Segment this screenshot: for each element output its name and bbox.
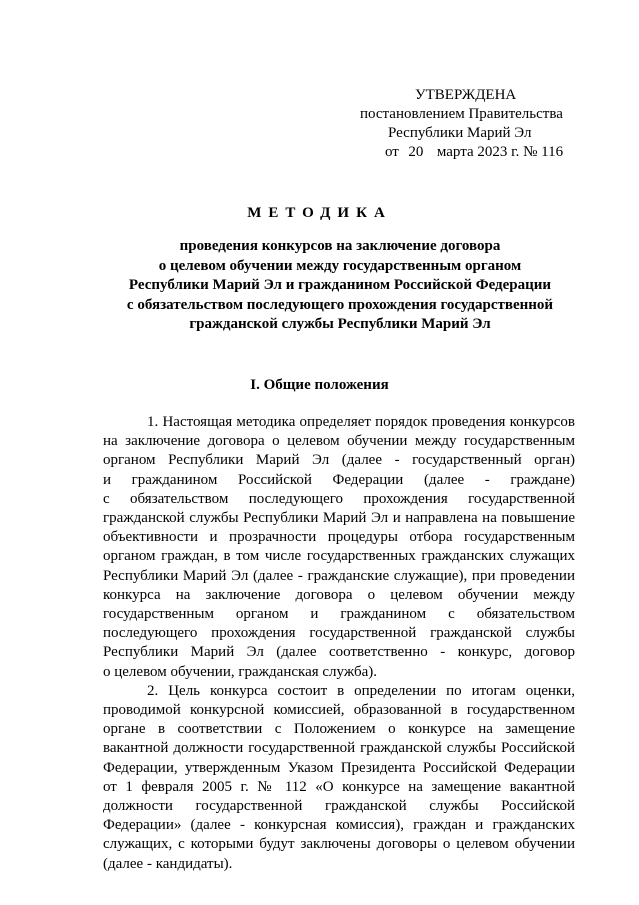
paragraph-line: служащих, с которыми будут заключены договоры о целевом обучении <box>103 836 575 853</box>
approval-date-suffix: марта 2023 г. № <box>436 144 538 160</box>
section-heading: I. Общие положения <box>250 377 389 393</box>
paragraph-line: (далее - кандидаты). <box>103 855 233 872</box>
paragraph-line: 2. Цель конкурса состоит в определении по итогам оценки, <box>147 682 575 699</box>
paragraph-line: Федерации» (далее - конкурсная комиссия), граждан и гражданских <box>103 817 575 834</box>
paragraph-line: вакантной должности государственной гражданской службы Российской <box>103 740 575 757</box>
paragraph-line: от 1 февраля 2005 г. № 112 «О конкурсе на замещение вакантной <box>103 778 575 795</box>
paragraph-line: проводимой конкурсной комиссией, образованной в государственном <box>103 702 575 719</box>
document-body <box>103 413 575 874</box>
subtitle-line: о целевом обучении между государственным органом <box>158 257 522 274</box>
subtitle-line: проведения конкурсов на заключение договора <box>179 238 501 254</box>
approval-line-republic: Республики Марий Эл <box>388 125 532 141</box>
subtitle-line: с обязательством последующего прохождения государственной <box>126 296 554 313</box>
approval-date-day: 20 <box>408 144 424 160</box>
approval-line-resolution: постановлением Правительства <box>360 106 563 122</box>
approval-number: 116 <box>541 144 564 160</box>
paragraph-line: объективности и прозрачности процедуры отбора государственным <box>103 529 575 546</box>
paragraph-line: государственным органом и гражданином с обязательством <box>103 606 575 623</box>
paragraph-line: Республики Марий Эл (далее - гражданские служащие), при проведении <box>103 567 575 584</box>
paragraph-line: органом Республики Марий Эл (далее - государственный орган) <box>103 452 575 469</box>
paragraph-line: Федерации, утвержденным Указом Президента Российской Федерации <box>103 759 575 776</box>
approval-heading: УТВЕРЖДЕНА <box>415 87 517 103</box>
document-title: МЕТОДИКА <box>247 205 392 221</box>
approval-line-date <box>385 143 563 161</box>
paragraph-line: Республики Марий Эл (далее соответственно - конкурс, договор <box>103 644 575 661</box>
paragraph-line: органом граждан, в том числе государственных гражданских служащих <box>103 548 575 565</box>
paragraph-line: о целевом обучении, гражданская служба). <box>103 663 378 680</box>
paragraph-line: и гражданином Российской Федерации (далее - граждане) <box>103 471 575 488</box>
subtitle-line: гражданской службы Республики Марий Эл <box>189 316 491 332</box>
paragraph-1 <box>103 413 575 682</box>
paragraph-line: гражданской службы Республики Марий Эл и направлена на повышение <box>103 510 575 527</box>
paragraph-line: последующего прохождения государственной гражданской службы <box>103 625 575 642</box>
approval-date-prefix: от <box>385 144 399 160</box>
subtitle-line: Республики Марий Эл и гражданином Российской Федерации <box>128 277 552 293</box>
paragraph-line: органе в соответствии с Положением о конкурсе на замещение <box>103 721 575 738</box>
paragraph-line: 1. Настоящая методика определяет порядок проведения конкурсов <box>147 414 575 430</box>
paragraph-line: с обязательством последующего прохождения государственной <box>103 490 575 507</box>
paragraph-line: конкурса на заключение договора о целевом обучении между <box>103 586 575 603</box>
paragraph-line: должности государственной гражданской службы Российской <box>103 798 575 815</box>
paragraph-2 <box>103 682 575 874</box>
document-subtitle <box>100 237 580 335</box>
paragraph-line: на заключение договора о целевом обучении между государственным <box>103 433 575 450</box>
